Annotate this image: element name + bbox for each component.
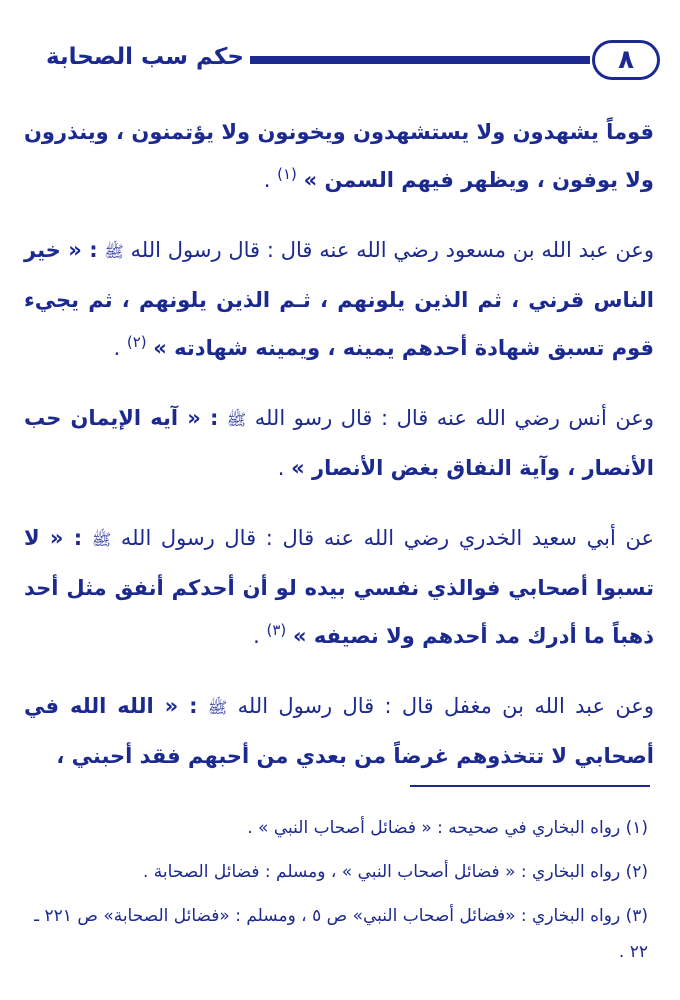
footnote-ref-1: (١) [277,165,297,183]
paragraph-3 [24,394,654,492]
footnote-2: (٢) رواه البخاري : « فضائل أصحاب النبي » ، ومسلم : فضائل الصحابة . [143,862,648,882]
running-title: حكم سب الصحابة [46,44,244,70]
paragraph-1 [24,108,654,204]
paragraph-2 [24,226,654,372]
hadith-text: قوماً يشهدون ولا يستشهدون ويخونون ولا يؤتمنون ، وينذرون ولا يوفون ، ويظهر فيهم السمن » [24,120,654,192]
paragraph-end: . [113,336,121,360]
footnote-ref-3: (٣) [266,621,287,639]
hadith-text: : « خير الناس قرني ، ثم الذين يلونهم ، ثـم الذين يلونهم ، ثم يجيء قوم تسبق شهادة أحدهم يمينه ، ويمينه شهادته » [24,238,654,360]
page-header [24,40,660,90]
footnote-1: (١) رواه البخاري في صحيحه : « فضائل أصحاب النبي » . [247,818,648,838]
footnotes [24,810,648,978]
salutation-glyph: ﷺ [226,410,247,429]
salutation-glyph: ﷺ [104,242,124,261]
narration-intro: وعن عبد الله بن مغفل قال : قال رسول الله [237,694,654,718]
footnote-3: (٣) رواه البخاري : «فضائل أصحاب النبي» ص ٥ ، ومسلم : «فضائل الصحابة» ص ٢٢١ ـ ٢٢ . [34,906,648,962]
salutation-glyph: ﷺ [91,530,112,549]
hadith-text: : « الله الله في أصحابي لا تتخذوهم غرضاً من بعدي من أحبهم فقد أحبني ، [24,694,654,768]
narration-intro: وعن عبد الله بن مسعود رضي الله عنه قال : قال رسول الله [130,238,654,262]
salutation-glyph: ﷺ [207,698,228,717]
footnote-separator [410,785,650,787]
paragraph-4 [24,514,654,660]
paragraph-5 [24,682,654,780]
narration-intro: وعن أنس رضي الله عنه قال : قال رسو الله [254,406,654,430]
narration-intro: عن أبي سعيد الخدري رضي الله عنه قال : قال رسول الله [120,526,654,550]
paragraph-end: . [263,168,271,192]
page-body [24,108,654,802]
paragraph-end: . [253,624,260,648]
hadith-text: : « آيه الإيمان حب الأنصار ، وآية النفاق بغض الأنصار » [24,406,654,480]
page-number: ٨ [592,40,660,80]
paragraph-end: . [277,456,285,480]
footnote-ref-2: (٢) [126,333,147,351]
header-rule [250,56,590,64]
hadith-text: : « لا تسبوا أصحابي فوالذي نفسي بيده لو أن أحدكم أنفق مثل أحد ذهباً ما أدرك مد أحدهم ولا نصيفه » [24,526,654,648]
